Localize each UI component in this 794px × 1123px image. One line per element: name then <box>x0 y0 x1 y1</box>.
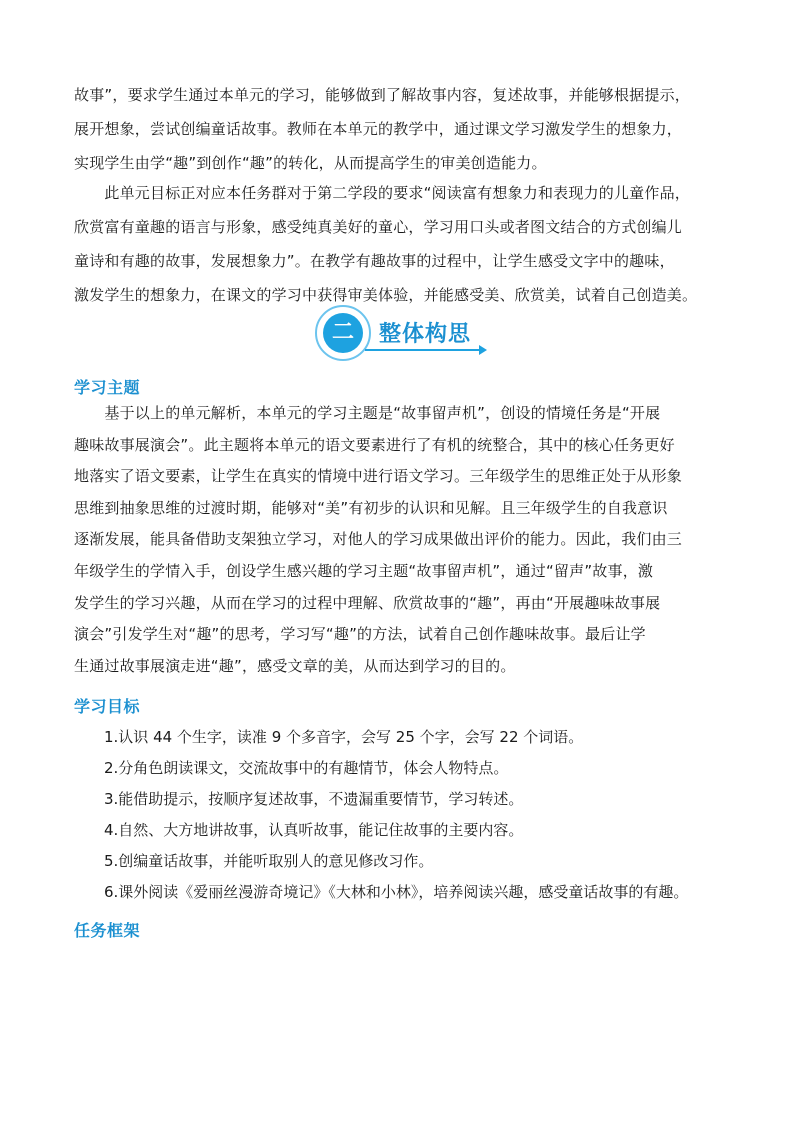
text-line: 演会”引发学生对“趣”的思考，学习写“趣”的方法，试着自己创作趣味故事。最后让学 <box>74 625 646 644</box>
section-number: 二 <box>323 313 363 353</box>
text-line: 欣赏富有童趣的语言与形象，感受纯真美好的童心，学习用口头或者图文结合的方式创编儿 <box>74 218 683 236</box>
list-item: 3.能借助提示，按顺序复述故事，不遗漏重要情节，学习转述。 <box>104 790 524 808</box>
list-item: 4.自然、大方地讲故事，认真听故事，能记住故事的主要内容。 <box>104 821 524 839</box>
intro-paragraph-2 <box>74 176 734 312</box>
text-line: 发学生的学习兴趣，从而在学习的过程中理解、欣赏故事的“趣”，再由“开展趣味故事展 <box>74 593 661 612</box>
text-line: 基于以上的单元解析，本单元的学习主题是“故事留声机”，创设的情境任务是“开展 <box>74 404 661 422</box>
list-item: 5.创编童话故事，并能听取别人的意见修改习作。 <box>104 852 434 870</box>
list-item: 6.课外阅读《爱丽丝漫游奇境记》《大林和小林》，培养阅读兴趣，感受童话故事的有趣。 <box>104 883 689 901</box>
text-line: 展开想象，尝试创编童话故事。教师在本单元的教学中，通过课文学习激发学生的想象力， <box>74 120 683 138</box>
section-number-ring <box>315 305 371 361</box>
text-line: 童诗和有趣的故事，发展想象力”。在教学有趣故事的过程中，让学生感受文字中的趣味， <box>74 252 675 270</box>
text-line: 逐渐发展，能具备借助支架独立学习，对他人的学习成果做出评价的能力。因此，我们由三 <box>74 530 683 549</box>
arrow-icon <box>479 345 487 355</box>
text-line: 生通过故事展演走进“趣”，感受文章的美，从而达到学习的目的。 <box>74 656 516 675</box>
text-line: 故事”，要求学生通过本单元的学习，能够做到了解故事内容，复述故事，并能够根据提示， <box>74 86 690 104</box>
goals-heading: 学习目标 <box>74 697 141 716</box>
section-banner <box>315 303 495 363</box>
text-line: 激发学生的想象力，在课文的学习中获得审美体验，并能感受美、欣赏美，试着自己创造美。 <box>74 286 698 304</box>
text-line: 此单元目标正对应本任务群对于第二学段的要求“阅读富有想象力和表现力的儿童作品， <box>74 184 690 202</box>
goals-list <box>104 722 744 908</box>
text-line: 趣味故事展演会”。此主题将本单元的语文要素进行了有机的统整合，其中的核心任务更好 <box>74 435 675 454</box>
text-line: 地落实了语文要素，让学生在真实的情境中进行语文学习。三年级学生的思维正处于从形象 <box>74 467 683 486</box>
text-line: 思维到抽象思维的过渡时期，能够对“美”有初步的认识和见解。且三年级学生的自我意识 <box>74 498 668 517</box>
list-item: 2.分角色朗读课文，交流故事中的有趣情节，体会人物特点。 <box>104 759 509 777</box>
list-item: 1.认识 44 个生字，读准 9 个多音字，会写 25 个字，会写 22 个词语。 <box>104 728 584 746</box>
text-line: 年级学生的学情入手，创设学生感兴趣的学习主题“故事留声机”，通过“留声”故事，激 <box>74 561 654 580</box>
theme-paragraph <box>74 398 734 682</box>
banner-underline <box>365 349 483 351</box>
section-title: 整体构思 <box>379 322 472 347</box>
intro-paragraph-1 <box>74 78 734 180</box>
theme-heading: 学习主题 <box>74 378 141 397</box>
framework-heading: 任务框架 <box>74 921 141 940</box>
text-line: 实现学生由学“趣”到创作“趣”的转化，从而提高学生的审美创造能力。 <box>74 154 547 172</box>
